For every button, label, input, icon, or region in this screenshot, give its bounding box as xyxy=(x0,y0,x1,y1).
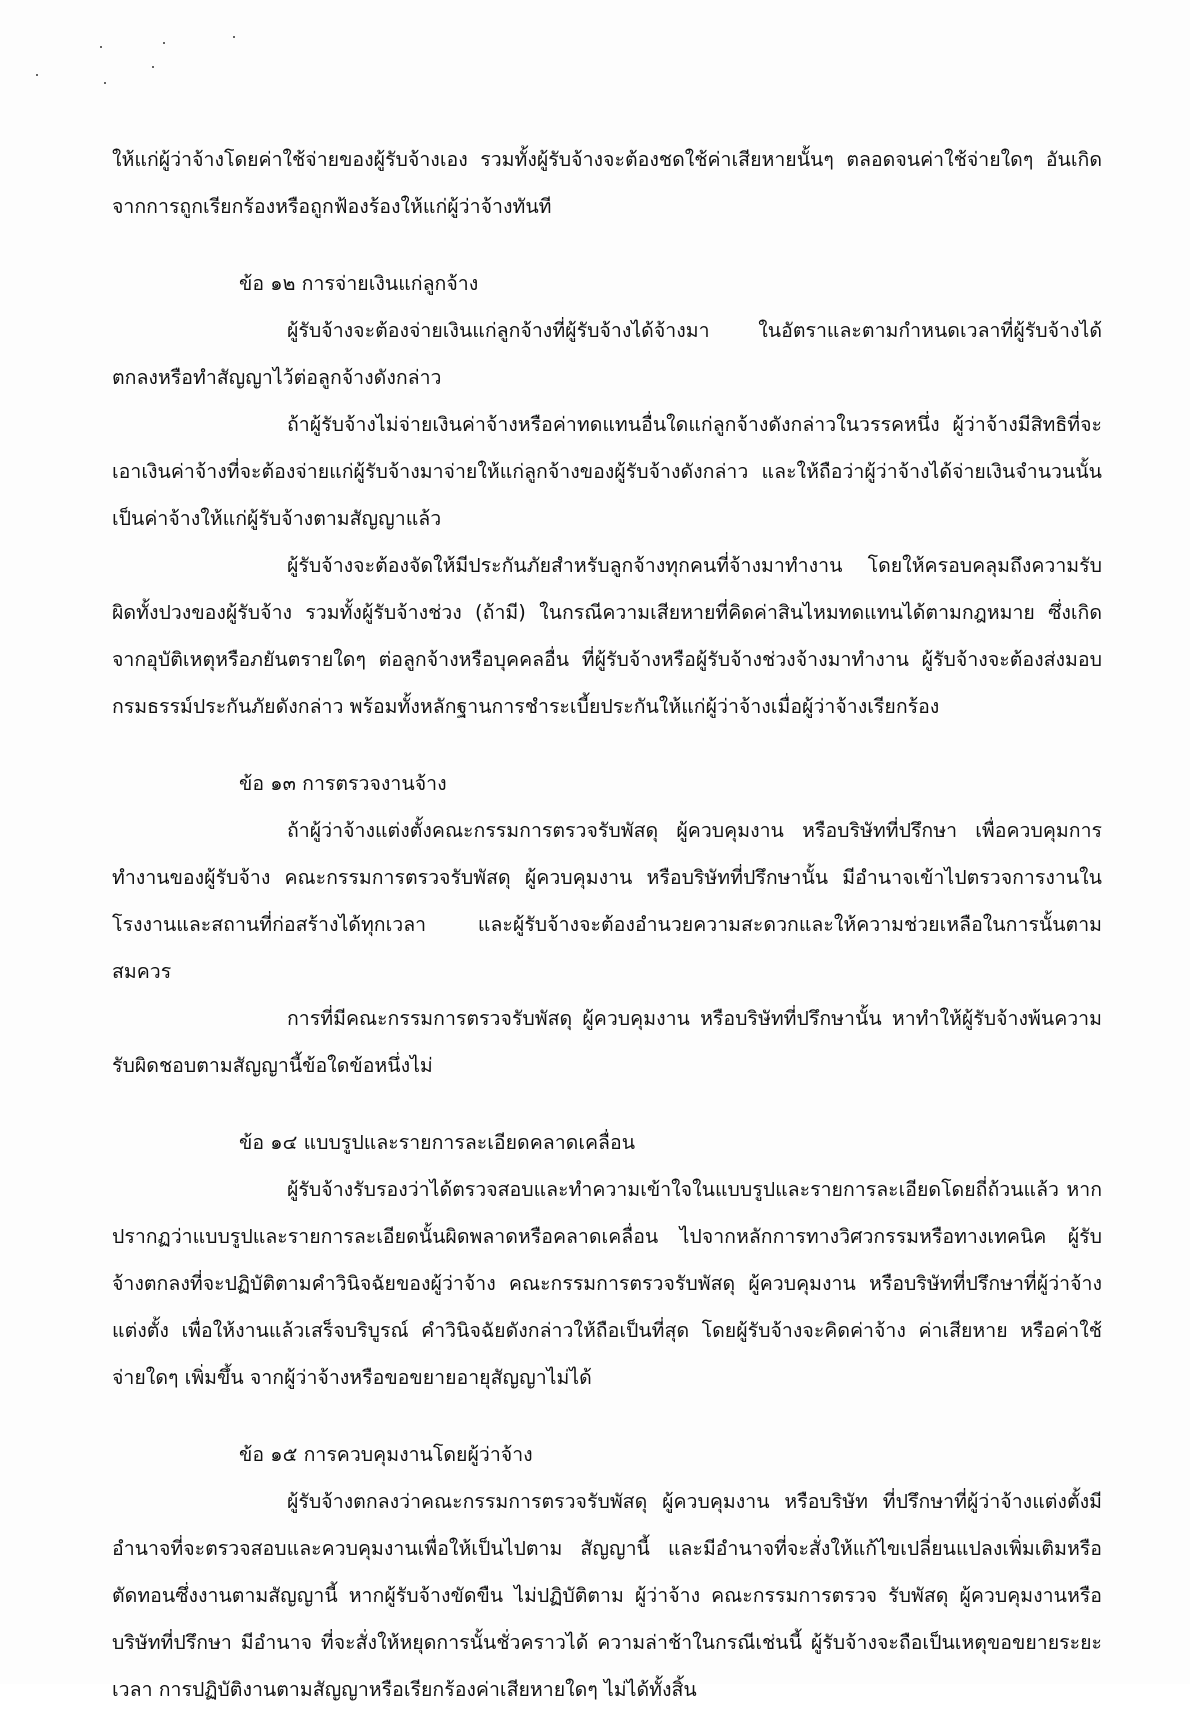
scan-speck xyxy=(233,36,235,38)
intro-paragraph: ให้แก่ผู้ว่าจ้างโดยค่าใช้จ่ายของผู้รับจ้างเอง รวมทั้งผู้รับจ้างจะต้องชดใช้ค่าเสียหายนั้นๆ ตลอดจนค่าใช้จ่ายใดๆ อันเกิดจากการถูกเรียกร้องหรือถูกฟ้องร้องให้แก่ผู้ว่าจ้างทันที xyxy=(112,148,1102,218)
section-14 xyxy=(112,1119,1102,1401)
scan-speck xyxy=(36,74,38,76)
scan-speck xyxy=(100,46,102,48)
document-body xyxy=(112,136,1102,1713)
section-paragraph: การที่มีคณะกรรมการตรวจรับพัสดุ ผู้ควบคุมงาน หรือบริษัทที่ปรึกษานั้น หาทำให้ผู้รับจ้างพ้นความรับผิดชอบตามสัญญานี้ข้อใดข้อหนึ่งไม่ xyxy=(112,1007,1102,1077)
section-paragraph: ผู้รับจ้างตกลงว่าคณะกรรมการตรวจรับพัสดุ ผู้ควบคุมงาน หรือบริษัท ที่ปรึกษาที่ผู้ว่าจ้างแต่งตั้งมีอำนาจที่จะตรวจสอบและควบคุมงานเพื่อให้เป็นไปตาม สัญญานี้ และมีอำนาจที่จะสั่งให้แก้ไขเปลี่ยนแปลงเพิ่มเติมหรือตัดทอนซึ่งงานตามสัญญานี้ หากผู้รับจ้างขัดขืน ไม่ปฏิบัติตาม ผู้ว่าจ้าง คณะกรรมการตรวจ รับพัสดุ ผู้ควบคุมงานหรือบริษัทที่ปรึกษา มีอำนาจ ที่จะสั่งให้หยุดการนั้นชั่วคราวได้ ความล่าช้าในกรณีเช่นนี้ ผู้รับจ้างจะถือเป็นเหตุขอขยายระยะเวลา การปฏิบัติงานตามสัญญาหรือเรียกร้องค่าเสียหายใดๆ ไม่ได้ทั้งสิ้น xyxy=(112,1490,1102,1701)
scan-speck xyxy=(104,82,106,84)
section-12 xyxy=(112,260,1102,730)
section-heading: ข้อ ๑๒ การจ่ายเงินแก่ลูกจ้าง xyxy=(239,272,479,295)
section-heading: ข้อ ๑๕ การควบคุมงานโดยผู้ว่าจ้าง xyxy=(239,1443,533,1466)
section-15 xyxy=(112,1431,1102,1713)
section-13 xyxy=(112,760,1102,1089)
section-paragraph: ผู้รับจ้างจะต้องจัดให้มีประกันภัยสำหรับลูกจ้างทุกคนที่จ้างมาทำงาน โดยให้ครอบคลุมถึงความรับผิดทั้งปวงของผู้รับจ้าง รวมทั้งผู้รับจ้างช่วง (ถ้ามี) ในกรณีความเสียหายที่คิดค่าสินไหมทดแทนได้ตามกฎหมาย ซึ่งเกิดจากอุบัติเหตุหรือภยันตรายใดๆ ต่อลูกจ้างหรือบุคคลอื่น ที่ผู้รับจ้างหรือผู้รับจ้างช่วงจ้างมาทำงาน ผู้รับจ้างจะต้องส่งมอบกรมธรรม์ประกันภัยดังกล่าว พร้อมทั้งหลักฐานการชำระเบี้ยประกันให้แก่ผู้ว่าจ้างเมื่อผู้ว่าจ้างเรียกร้อง xyxy=(112,554,1102,718)
section-heading: ข้อ ๑๓ การตรวจงานจ้าง xyxy=(239,772,447,795)
section-heading: ข้อ ๑๔ แบบรูปและรายการละเอียดคลาดเคลื่อน xyxy=(239,1131,636,1154)
scan-speck xyxy=(152,66,154,68)
section-paragraph: ผู้รับจ้างจะต้องจ่ายเงินแก่ลูกจ้างที่ผู้รับจ้างได้จ้างมา ในอัตราและตามกำหนดเวลาที่ผู้รับจ้างได้ตกลงหรือทำสัญญาไว้ต่อลูกจ้างดังกล่าว xyxy=(112,319,1102,389)
section-paragraph: ถ้าผู้ว่าจ้างแต่งตั้งคณะกรรมการตรวจรับพัสดุ ผู้ควบคุมงาน หรือบริษัทที่ปรึกษา เพื่อควบคุมการทำงานของผู้รับจ้าง คณะกรรมการตรวจรับพัสดุ ผู้ควบคุมงาน หรือบริษัทที่ปรึกษานั้น มีอำนาจเข้าไปตรวจการงานในโรงงานและสถานที่ก่อสร้างได้ทุกเวลา และผู้รับจ้างจะต้องอำนวยความสะดวกและให้ความช่วยเหลือในการนั้นตามสมควร xyxy=(112,819,1102,983)
section-paragraph: ผู้รับจ้างรับรองว่าได้ตรวจสอบและทำความเข้าใจในแบบรูปและรายการละเอียดโดยถี่ถ้วนแล้ว หากปรากฏว่าแบบรูปและรายการละเอียดนั้นผิดพลาดหรือคลาดเคลื่อน ไปจากหลักการทางวิศวกรรมหรือทางเทคนิค ผู้รับจ้างตกลงที่จะปฏิบัติตามคำวินิจฉัยของผู้ว่าจ้าง คณะกรรมการตรวจรับพัสดุ ผู้ควบคุมงาน หรือบริษัทที่ปรึกษาที่ผู้ว่าจ้างแต่งตั้ง เพื่อให้งานแล้วเสร็จบริบูรณ์ คำวินิจฉัยดังกล่าวให้ถือเป็นที่สุด โดยผู้รับจ้างจะคิดค่าจ้าง ค่าเสียหาย หรือค่าใช้จ่ายใดๆ เพิ่มขึ้น จากผู้ว่าจ้างหรือขอขยายอายุสัญญาไม่ได้ xyxy=(112,1178,1102,1389)
section-paragraph: ถ้าผู้รับจ้างไม่จ่ายเงินค่าจ้างหรือค่าทดแทนอื่นใดแก่ลูกจ้างดังกล่าวในวรรคหนึ่ง ผู้ว่าจ้างมีสิทธิที่จะเอาเงินค่าจ้างที่จะต้องจ่ายแก่ผู้รับจ้างมาจ่ายให้แก่ลูกจ้างของผู้รับจ้างดังกล่าว และให้ถือว่าผู้ว่าจ้างได้จ่ายเงินจำนวนนั้นเป็นค่าจ้างให้แก่ผู้รับจ้างตามสัญญาแล้ว xyxy=(112,413,1102,530)
scan-speck xyxy=(163,42,165,44)
